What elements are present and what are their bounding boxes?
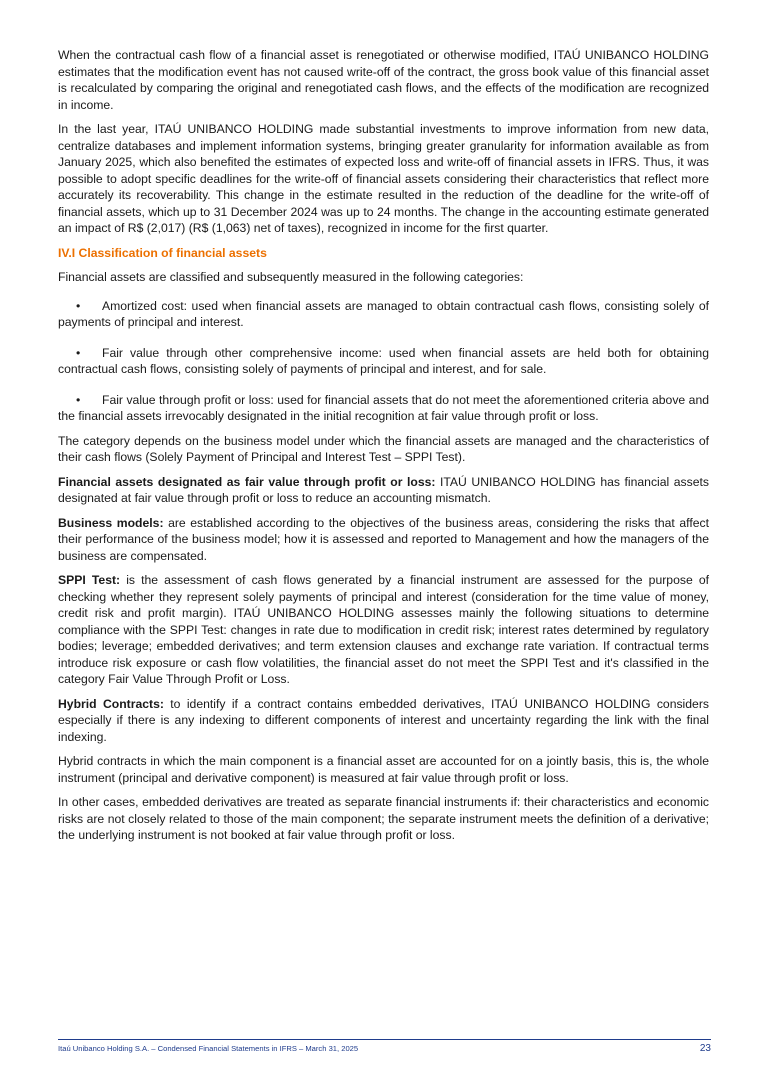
document-body xyxy=(58,47,709,852)
definition-term: Financial assets designated as fair value through profit or loss: xyxy=(58,474,436,489)
bullet-text: Amortized cost: used when financial assets are managed to obtain contractual cash flows, consisting solely of payments of principal and interest. xyxy=(58,298,709,329)
bullet-icon: • xyxy=(76,345,81,360)
bullet-text: Fair value through other comprehensive income: used when financial assets are held both for obtaining contractual cash flows, consisting solely of payments of principal and interest, and for sale. xyxy=(58,345,709,376)
definition-business-models xyxy=(58,515,709,565)
paragraph-modification: When the contractual cash flow of a financial asset is renegotiated or otherwise modified, ITAÚ UNIBANCO HOLDING estimates that the modification event has not caused write-off of the contract, the gross book value of this financial asset is recalculated by comparing the original and renegotiated cash flows, and the effects of the modification are recognized in income. xyxy=(58,48,709,112)
paragraph-intro: Financial assets are classified and subsequently measured in the following categories: xyxy=(58,270,524,284)
footer-text: Itaú Unibanco Holding S.A. – Condensed Financial Statements in IFRS – March 31, 2025 xyxy=(58,1044,359,1053)
definition-text: is the assessment of cash flows generated by a financial instrument are assessed for the purpose of checking whether they represent solely payments of principal and interest (consideration for the time value of money, credit risk and profit margin). ITAÚ UNIBANCO HOLDING assesses mainly the following situations to determine compliance with the SPPI Test: changes in rate due to modification in credit risk; interest rates determined by regulatory bodies; leverage; embedded derivatives; and term extension clauses and exchange rate variation. If contractual terms introduce risk exposure or cash flow volatilities, the financial asset do not meet the SPPI Test and it's classified in the category Fair Value Through Profit or Loss. xyxy=(58,573,709,686)
definition-term: Business models: xyxy=(58,515,164,530)
definition-hybrid-contracts xyxy=(58,696,709,746)
definition-designated-fvtpl xyxy=(58,474,709,507)
paragraph-write-off-change: In the last year, ITAÚ UNIBANCO HOLDING made substantial investments to improve information from new data, centralize databases and implement information systems, bringing greater granularity for information available as from January 2025, which also benefited the estimates of expected loss and write-off of financial assets in IFRS. Thus, it was possible to adopt specific deadlines for the write-off of financial assets considering their characteristics that reflect more accurately its recoverability. This change in the estimate resulted in the reduction of the deadline for the write-off of financial assets, which up to 31 December 2024 was up to 24 months. The change in the accounting estimate generated an impact of R$ (2,017) (R$ (1,063) net of taxes), recognized in income for the first quarter. xyxy=(58,122,709,235)
definition-text: are established according to the objectives of the business areas, considering the risks that affect their performance of the business model; how it is assessed and reported to Management and how the managers of the business are compensated. xyxy=(58,515,709,563)
bullet-text: Fair value through profit or loss: used for financial assets that do not meet the aforementioned criteria above and the financial assets irrevocably designated in the initial recognition at fair value through profit or loss. xyxy=(58,392,709,423)
bullet-fvoci xyxy=(58,345,709,378)
bullet-icon: • xyxy=(76,392,81,407)
bullet-fvtpl xyxy=(58,392,709,425)
section-heading: IV.I Classification of financial assets xyxy=(58,245,267,260)
paragraph-category: The category depends on the business model under which the financial assets are managed and the characteristics of their cash flows (Solely Payment of Principal and Interest Test – SPPI Test). xyxy=(58,433,709,464)
bullet-amortized-cost xyxy=(58,298,709,331)
paragraph-hybrid-main-component: Hybrid contracts in which the main component is a financial asset are accounted for on a jointly basis, this is, the whole instrument (principal and derivative component) is measured at fair value through profit or loss. xyxy=(58,754,709,785)
page-number: 23 xyxy=(699,1043,711,1054)
bullet-icon: • xyxy=(76,298,81,313)
definition-term: SPPI Test: xyxy=(58,573,121,587)
definition-term: Hybrid Contracts: xyxy=(58,696,164,711)
page-footer xyxy=(58,1039,711,1060)
definition-sppi-test xyxy=(58,572,709,688)
definition-text: to identify if a contract contains embedded derivatives, ITAÚ UNIBANCO HOLDING considers especially if there is any indexing to different components of interest and uncertainty regarding the link with the final indexing. xyxy=(58,696,709,744)
paragraph-embedded-derivatives: In other cases, embedded derivatives are treated as separate financial instruments if: their characteristics and economic risks are not closely related to those of the main component; the separate instrument meets the definition of a derivative; the underlying instrument is not booked at fair value through profit or loss. xyxy=(58,795,709,842)
definition-text: ITAÚ UNIBANCO HOLDING has financial assets designated at fair value through profit or loss to reduce an accounting mismatch. xyxy=(58,474,709,505)
